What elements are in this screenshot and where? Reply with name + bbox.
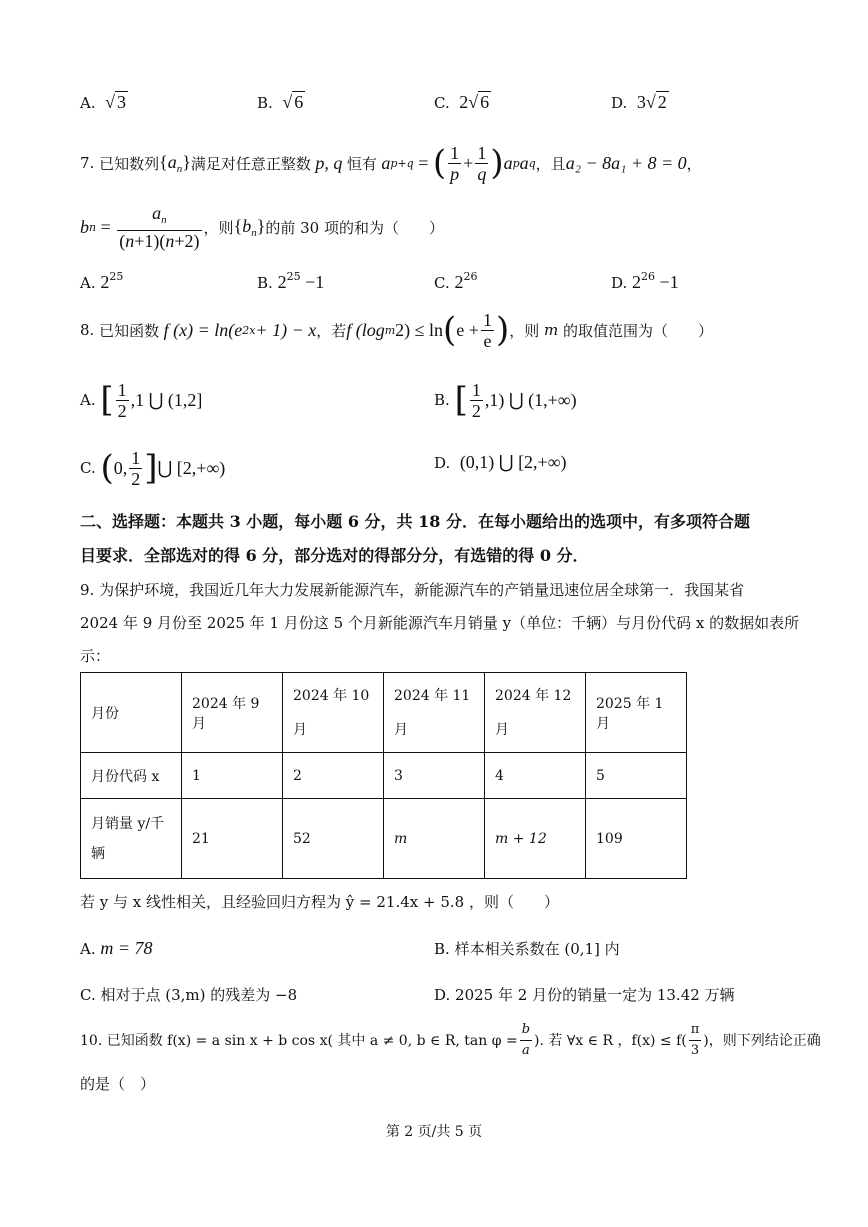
q9-line1: 9. 为保护环境，我国近几年大力发展新能源汽车，新能源汽车的产销量迅速位居全球第一．我国某省 (80, 581, 745, 599)
q8-option-c: C. ( 0, $\frac{1}{2}$ ] ⋃ [2,+∞) (80, 447, 226, 489)
q6-option-a: A. √ 3 (80, 92, 127, 112)
table-cell: 2024 年 12 月 (485, 673, 586, 753)
q8-option-a: A. [ $\frac{1}{2}$ ,1 ⋃ (1,2] (80, 379, 203, 421)
page-footer: 第 2 页/共 5 页 (385, 1124, 483, 1140)
q7-option-b: B. $2^{25} -1$ (257, 270, 325, 292)
q9-data-table (80, 672, 687, 879)
q9-option-b: B. 样本相关系数在 (0,1] 内 (434, 940, 620, 958)
table-row-header (81, 673, 687, 753)
table-cell: 月份 (81, 673, 182, 753)
q7-option-a: A. $2^{25}$ (80, 270, 124, 292)
table-row-y (81, 799, 687, 879)
q10-line2: 的是（ ） (80, 1075, 156, 1093)
table-cell: 2024 年 11 月 (384, 673, 485, 753)
q7-line2: b n = $\frac{a_n}{(n+1)(n+2)}$ ，则 $\{b_n\}$ 的前 30 项的和为（ ） (80, 203, 444, 251)
table-cell: 2025 年 1 月 (586, 673, 687, 753)
table-cell: 月份代码 x (81, 753, 182, 799)
q9-option-a: A. m = 78 (80, 938, 153, 958)
q7-line1: 7. 已知数列 $\{a_n\}$ 满足对任意正整数 p, q 恒有 a p+q = ( $\frac{1}{p}$ + $\frac{1}{q}$ ) a p a q ，且 a₂ − 8a₁ + 8 = 0 ， (80, 142, 702, 184)
table-cell: 5 (586, 753, 687, 799)
table-cell: 109 (586, 799, 687, 879)
section2-line1: 二、选择题：本题共 3 小题，每小题 6 分，共 18 分．在每小题给出的选项中，有多项符合题 (80, 512, 750, 531)
table-cell: 2 (283, 753, 384, 799)
table-cell: m (384, 799, 485, 879)
q7-option-d: D. $2^{26} -1$ (611, 270, 679, 292)
table-cell: 月销量 y/千辆 (81, 799, 182, 879)
table-row-x (81, 753, 687, 799)
q9-question: 若 y 与 x 线性相关，且经验回归方程为 ŷ = 21.4x + 5.8 ，则（ ） (80, 893, 559, 911)
table-cell: m + 12 (485, 799, 586, 879)
q7-option-c: C. $2^{26}$ (434, 270, 478, 292)
q6-option-b: B. √ 6 (257, 92, 304, 112)
q10-line1: 10. 已知函数 f(x) = a sin x + b cos x( 其中 a ≠ 0, b ∈ R, tan φ = $\frac{b}{a}$ ). 若 ∀x ∈ R ，f(x) ≤ f( $\frac{\pi}{3}$ )，则下列结论正确 (80, 1021, 821, 1058)
table-cell: 2024 年 9 月 (182, 673, 283, 753)
section2-line2: 目要求．全部选对的得 6 分，部分选对的得部分分，有选错的得 0 分． (80, 546, 589, 565)
table-cell: 1 (182, 753, 283, 799)
q6-option-c: C. 2√ 6 (434, 92, 490, 112)
q9-option-c: C. 相对于点 (3,m) 的残差为 −8 (80, 986, 298, 1004)
table-cell: 21 (182, 799, 283, 879)
table-cell: 4 (485, 753, 586, 799)
q9-line3: 示： (80, 647, 111, 665)
q8-option-b: B. [ $\frac{1}{2}$ ,1) ⋃ (1,+∞) (434, 379, 577, 421)
q6-option-d: D. 3√ 2 (611, 92, 667, 112)
table-cell: 3 (384, 753, 485, 799)
q8-option-d: D. (0,1) ⋃ [2,+∞) (434, 452, 567, 472)
q9-line2: 2024 年 9 月份至 2025 年 1 月份这 5 个月新能源汽车月销量 y（单位：千辆）与月份代码 x 的数据如表所 (80, 614, 800, 632)
table-cell: 2024 年 10 月 (283, 673, 384, 753)
q8-stem: 8. 已知函数 f (x) = ln(e 2x + 1) − x ，若 f (log m 2) ≤ ln ( e + $\frac{1}{e}$ ) ，则 m 的取值范围为（ ） (80, 309, 714, 351)
table-cell: 52 (283, 799, 384, 879)
q9-option-d: D. 2025 年 2 月份的销量一定为 13.42 万辆 (434, 986, 735, 1004)
